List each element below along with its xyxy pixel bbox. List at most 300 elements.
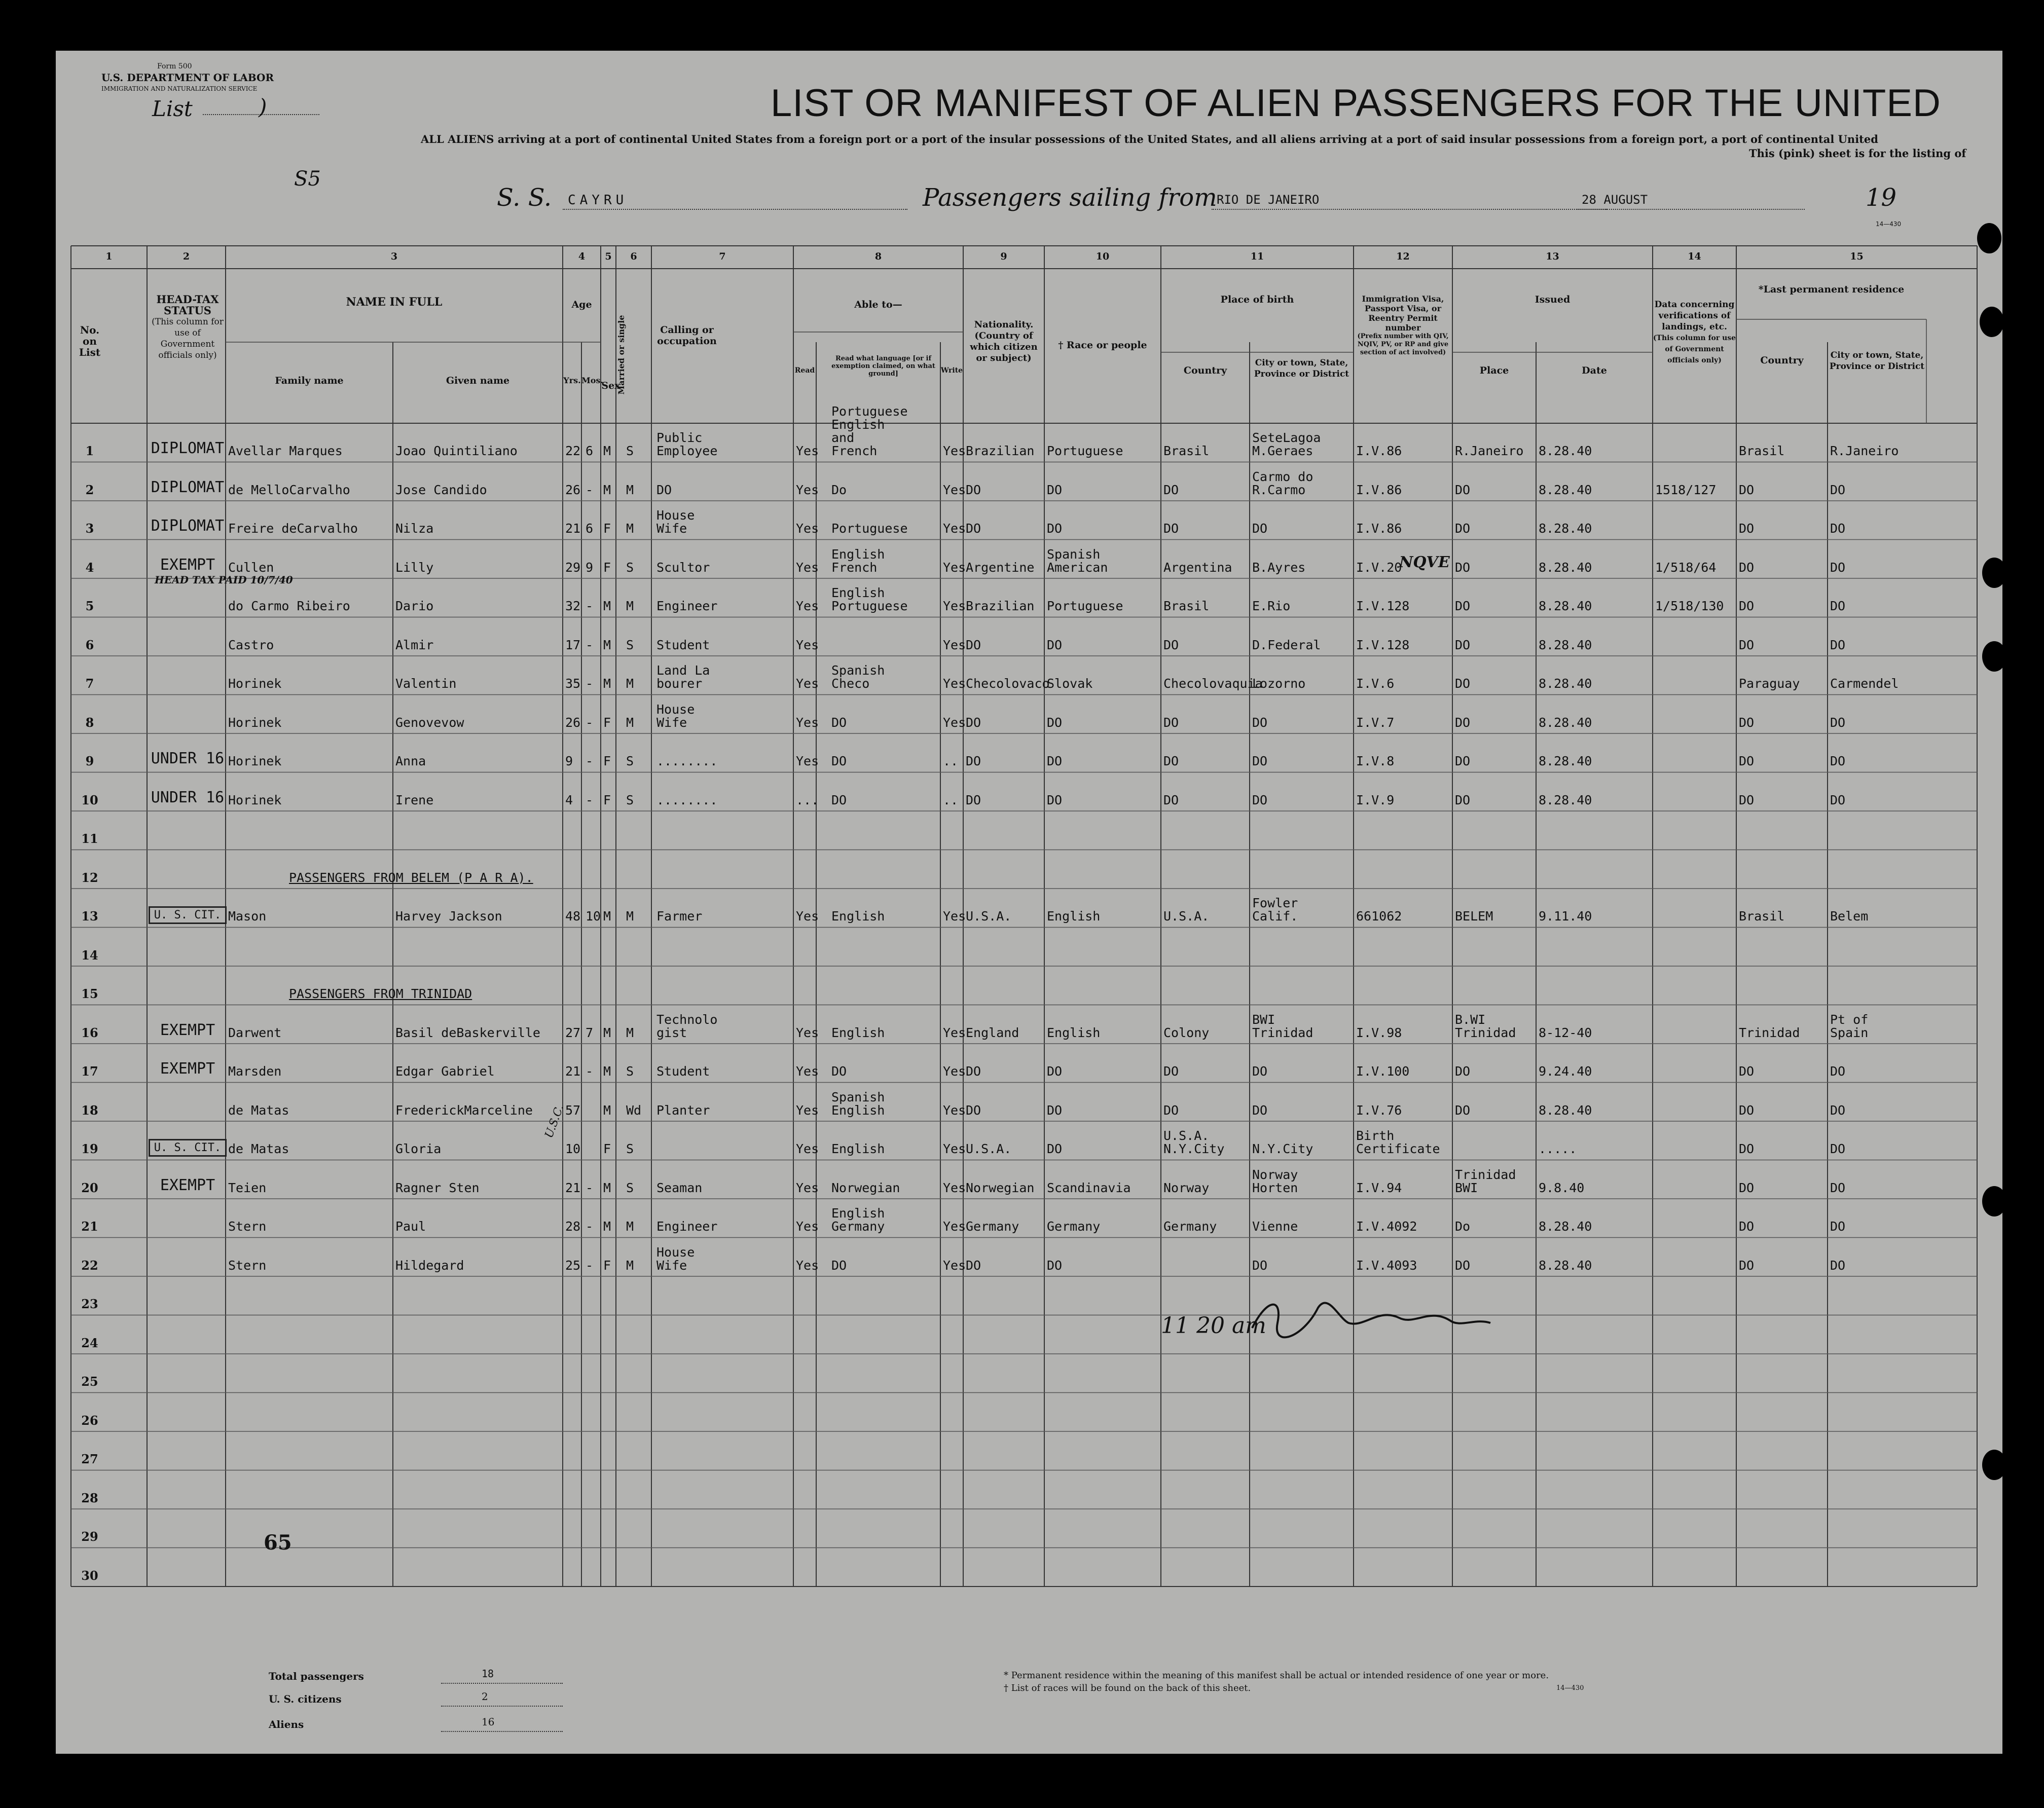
header-yrs: Yrs. (563, 376, 581, 385)
can-read: Yes (796, 1180, 819, 1195)
can-write: .. (943, 792, 959, 807)
row-number: 18 (81, 1102, 98, 1118)
ss-label: S. S. (497, 183, 552, 212)
table-row (56, 617, 1977, 652)
header-headtax-note: (This column for use of Government officials only) (152, 317, 224, 360)
header-data-concerning (1653, 299, 1736, 366)
birth-country: Checolovaquia (1163, 676, 1263, 691)
sex: F (603, 754, 611, 768)
header-read: Read (794, 366, 815, 375)
form-code-top: 14—430 (1876, 220, 1902, 228)
read-language: Do (831, 482, 847, 497)
column-number: 12 (1396, 251, 1410, 262)
family-name: do Carmo Ribeiro (228, 599, 350, 613)
total-line (441, 1683, 563, 1684)
calling: Student (656, 637, 710, 652)
can-read: Yes (796, 754, 819, 768)
binder-hole-4 (1982, 641, 2006, 672)
birth-country: Argentina (1163, 560, 1232, 575)
footnote-residence: * Permanent residence within the meaning of this manifest shall be actual or intended residence of one year or more. (1004, 1670, 1549, 1681)
age-months: - (586, 599, 594, 613)
visa-number: I.V.98 (1356, 1025, 1402, 1040)
can-read: Yes (796, 1219, 819, 1234)
birth-city: DO (1252, 1258, 1268, 1273)
read-language: Portuguese English and French (831, 404, 908, 458)
race: DO (1047, 715, 1063, 730)
sex: M (603, 1064, 611, 1079)
header-place: Place (1479, 365, 1509, 376)
race: DO (1047, 637, 1063, 652)
age-years: 17 (565, 637, 581, 652)
header-read-lang: Read what language [or if exemption claimed, on what ground] (831, 355, 935, 378)
residence-country: Brasil (1739, 909, 1785, 924)
residence-country: DO (1739, 482, 1755, 497)
birth-city: DO (1252, 792, 1268, 807)
header-given-name: Given name (446, 375, 510, 386)
table-row (56, 1393, 1977, 1427)
family-name: Stern (228, 1258, 267, 1273)
sex: M (603, 1025, 611, 1040)
age-months: - (586, 754, 594, 768)
can-write: Yes (943, 560, 966, 575)
age-years: 26 (565, 715, 581, 730)
family-name: Stern (228, 1219, 267, 1234)
age-years: 35 (565, 676, 581, 691)
birth-country: Colony (1163, 1025, 1210, 1040)
header-race: † Race or people (1058, 340, 1147, 351)
row-number: 9 (85, 754, 94, 768)
row-number: 12 (81, 870, 98, 885)
row-number: 1 (85, 444, 94, 458)
can-write: Yes (943, 1102, 966, 1118)
race: Portuguese (1047, 444, 1123, 458)
can-write: Yes (943, 482, 966, 497)
sailing-label: Passengers sailing from (923, 183, 1217, 212)
sex: M (603, 676, 611, 691)
header-res-city: City or town, State, Province or District (1829, 350, 1925, 372)
issued-date: 8.28.40 (1539, 560, 1592, 575)
row-number: 22 (81, 1258, 98, 1273)
birth-city: DO (1252, 715, 1268, 730)
table-row (56, 1470, 1977, 1505)
birth-city: DO (1252, 1064, 1268, 1079)
age-years: 27 (565, 1025, 581, 1040)
can-read: Yes (796, 521, 819, 536)
total-passengers-label: Total passengers (269, 1670, 364, 1682)
sex: F (603, 715, 611, 730)
marital-status: M (626, 676, 634, 691)
table-row (56, 1315, 1977, 1350)
calling: ........ (656, 792, 718, 807)
age-years: 28 (565, 1219, 581, 1234)
header-nationality: Nationality. (Country of which citizen or subject) (970, 319, 1038, 363)
calling: Seaman (656, 1180, 703, 1195)
race: DO (1047, 482, 1063, 497)
birth-country: U.S.A. N.Y.City (1163, 1128, 1225, 1156)
list-label: List (152, 96, 193, 121)
birth-country: DO (1163, 1102, 1179, 1118)
header-res-country: Country (1760, 355, 1804, 366)
header-sex: Sex (601, 380, 620, 391)
given-name: Joao Quintiliano (395, 444, 518, 458)
table-row (56, 1005, 1977, 1040)
issued-place: DO (1455, 637, 1471, 652)
can-write: Yes (943, 1141, 966, 1156)
binder-hole-2 (1980, 307, 2004, 337)
marital-status: M (626, 1219, 634, 1234)
issued-date: 8.28.40 (1539, 1102, 1592, 1118)
column-number: 6 (630, 251, 637, 262)
verification-data: 1/518/130 (1655, 599, 1724, 613)
birth-city: Vienne (1252, 1219, 1298, 1234)
residence-country: DO (1739, 637, 1755, 652)
header-married: Married or single (616, 315, 626, 395)
column-number: 8 (874, 251, 882, 262)
issued-date: 8.28.40 (1539, 482, 1592, 497)
sex: M (603, 444, 611, 458)
row-number: 14 (81, 947, 98, 963)
table-row (56, 1431, 1977, 1466)
nationality: Checolovaco (966, 676, 1050, 691)
table-row (56, 1199, 1977, 1233)
given-name: Anna (395, 754, 426, 768)
table-row (56, 656, 1977, 690)
nationality: DO (966, 792, 981, 807)
residence-city: Carmendel (1830, 676, 1899, 691)
column-number: 9 (1000, 251, 1007, 262)
aliens-value: 16 (482, 1716, 495, 1728)
column-number: 11 (1250, 251, 1264, 262)
calling: Engineer (656, 1219, 718, 1234)
manifest-subtitle-1: ALL ALIENS arriving at a port of continental United States from a foreign port or a port of the insular possessions of the United States, and all aliens arriving at a port of said insular possessions from a foreign port, a port of continental United (421, 133, 1878, 145)
visa-number: I.V.86 (1356, 521, 1402, 536)
footnote-code: 14—430 (1556, 1684, 1584, 1692)
residence-city: DO (1830, 599, 1846, 613)
can-write: Yes (943, 715, 966, 730)
row-number: 21 (81, 1219, 98, 1234)
row-number: 13 (81, 909, 98, 924)
age-months: - (586, 792, 594, 807)
residence-city: DO (1830, 754, 1846, 768)
column-number: 14 (1688, 251, 1701, 262)
table-row (56, 501, 1977, 535)
race: DO (1047, 521, 1063, 536)
row-number: 16 (81, 1025, 98, 1040)
headtax-status: DIPLOMAT (151, 439, 225, 457)
headtax-status: DIPLOMAT (151, 517, 225, 535)
birth-country: U.S.A. (1163, 909, 1210, 924)
residence-city: DO (1830, 1141, 1846, 1156)
can-read: Yes (796, 676, 819, 691)
can-write: Yes (943, 1064, 966, 1079)
calling: Public Employee (656, 430, 718, 458)
column-number: 13 (1546, 251, 1559, 262)
can-read: Yes (796, 1258, 819, 1273)
table-row (56, 850, 1977, 884)
can-read: Yes (796, 715, 819, 730)
row-number: 20 (81, 1180, 98, 1195)
visa-number: I.V.6 (1356, 676, 1395, 691)
visa-number: I.V.100 (1356, 1064, 1410, 1079)
headtax-paid-note: HEAD TAX PAID 10/7/40 (155, 574, 293, 586)
can-read: Yes (796, 1064, 819, 1079)
given-name: Irene (395, 792, 434, 807)
can-read: Yes (796, 1141, 819, 1156)
issued-date: 8.28.40 (1539, 1219, 1592, 1234)
family-name: Teien (228, 1180, 267, 1195)
aliens-line (441, 1731, 563, 1732)
calling: Engineer (656, 599, 718, 613)
residence-country: Trinidad (1739, 1025, 1800, 1040)
table-row (56, 811, 1977, 845)
header-city: City or town, State, Province or District (1254, 358, 1349, 379)
can-read: Yes (796, 599, 819, 613)
age-months: 6 (586, 521, 594, 536)
table-row (56, 1509, 1977, 1543)
row-number: 28 (81, 1490, 98, 1505)
birth-city: Lozorno (1252, 676, 1306, 691)
can-write: Yes (943, 637, 966, 652)
marital-status: M (626, 1258, 634, 1273)
issued-date: 8.28.40 (1539, 1258, 1592, 1273)
residence-city: DO (1830, 1180, 1846, 1195)
issued-place: DO (1455, 521, 1471, 536)
can-write: Yes (943, 1258, 966, 1273)
read-language: English (831, 909, 885, 924)
residence-country: DO (1739, 1102, 1755, 1118)
family-name: de Matas (228, 1102, 289, 1118)
issued-date: 8.28.40 (1539, 521, 1592, 536)
issued-date: ..... (1539, 1141, 1577, 1156)
age-months: - (586, 1064, 594, 1079)
given-name: Hildegard (395, 1258, 464, 1273)
issued-date: 8.28.40 (1539, 676, 1592, 691)
age-years: 29 (565, 560, 581, 575)
sex: F (603, 792, 611, 807)
header-visa-title: Immigration Visa, Passport Visa, or Reentry Permit number (1362, 294, 1444, 333)
issued-place: DO (1455, 792, 1471, 807)
issued-place: B.WI Trinidad (1455, 1012, 1516, 1040)
can-read: ... (796, 792, 819, 807)
table-row (56, 1238, 1977, 1272)
read-language: English French (831, 546, 885, 575)
issued-place: DO (1455, 715, 1471, 730)
nationality: England (966, 1025, 1019, 1040)
race: Spanish American (1047, 546, 1108, 575)
can-read: Yes (796, 560, 819, 575)
table-row (56, 695, 1977, 729)
residence-country: DO (1739, 1258, 1755, 1273)
visa-number: I.V.86 (1356, 482, 1402, 497)
binder-hole-3 (1982, 558, 2006, 588)
can-read: Yes (796, 1025, 819, 1040)
race: Portuguese (1047, 599, 1123, 613)
header-visa-note: (Prefix number with QIV, NQIV, PV, or RP and give section of act involved) (1357, 333, 1449, 356)
issued-date: 8.28.40 (1539, 792, 1592, 807)
birth-city: D.Federal (1252, 637, 1321, 652)
row-number: 15 (81, 986, 98, 1001)
header-family-name: Family name (275, 375, 344, 386)
residence-city: R.Janeiro (1830, 444, 1899, 458)
read-language: DO (831, 792, 847, 807)
nationality: U.S.A. (966, 1141, 1012, 1156)
nqve-note: NQVE (1399, 554, 1450, 571)
residence-country: DO (1739, 521, 1755, 536)
birth-city: B.Ayres (1252, 560, 1306, 575)
can-write: Yes (943, 1219, 966, 1234)
calling: ........ (656, 754, 718, 768)
table-row (56, 540, 1977, 574)
residence-country: DO (1739, 560, 1755, 575)
port-name: RIO DE JANEIRO (1217, 193, 1320, 207)
marital-status: S (626, 560, 634, 575)
race: Germany (1047, 1219, 1101, 1234)
nationality: Germany (966, 1219, 1019, 1234)
issued-place: Trinidad BWI (1455, 1167, 1516, 1195)
read-language: Norwegian (831, 1180, 900, 1195)
header-visa (1354, 294, 1452, 357)
read-language: Spanish English (831, 1089, 885, 1118)
age-months: 10 (586, 909, 601, 924)
given-name: Lilly (395, 560, 434, 575)
row-number: 7 (85, 676, 94, 691)
visa-number: I.V.86 (1356, 444, 1402, 458)
family-name: Castro (228, 637, 274, 652)
department-label: U.S. DEPARTMENT OF LABOR (101, 71, 274, 84)
page-count: 65 (264, 1531, 292, 1555)
residence-city: DO (1830, 637, 1846, 652)
residence-country: DO (1739, 754, 1755, 768)
race: English (1047, 909, 1101, 924)
race: DO (1047, 754, 1063, 768)
sex: F (603, 1258, 611, 1273)
birth-country: DO (1163, 521, 1179, 536)
residence-country: Brasil (1739, 444, 1785, 458)
age-months: - (586, 637, 594, 652)
headtax-status: U. S. CIT. (147, 1137, 228, 1155)
age-years: 9 (565, 754, 573, 768)
sex: F (603, 560, 611, 575)
family-name: Marsden (228, 1064, 282, 1079)
read-language: DO (831, 1258, 847, 1273)
issued-date: 8.28.40 (1539, 599, 1592, 613)
calling: Planter (656, 1102, 710, 1118)
residence-city: DO (1830, 1219, 1846, 1234)
stamp-mark: S5 (294, 167, 321, 191)
read-language: Spanish Checo (831, 663, 885, 691)
residence-country: DO (1739, 1219, 1755, 1234)
nationality: DO (966, 1258, 981, 1273)
residence-city: DO (1830, 1064, 1846, 1079)
header-calling: Calling or occupation (657, 324, 717, 347)
row-number: 19 (81, 1141, 98, 1156)
residence-city: DO (1830, 521, 1846, 536)
footnote-races: † List of races will be found on the back of this sheet. (1004, 1683, 1251, 1693)
row-number: 24 (81, 1335, 98, 1350)
sex: M (603, 637, 611, 652)
header-country: Country (1183, 365, 1227, 376)
marital-status: S (626, 1141, 634, 1156)
sex: F (603, 521, 611, 536)
family-name: Freire deCarvalho (228, 521, 358, 536)
header-headtax (147, 294, 228, 361)
residence-city: Belem (1830, 909, 1869, 924)
issued-date: 8.28.40 (1539, 444, 1592, 458)
nationality: DO (966, 521, 981, 536)
issued-place: DO (1455, 560, 1471, 575)
birth-country: DO (1163, 482, 1179, 497)
family-name: Horinek (228, 676, 282, 691)
sex: M (603, 1102, 611, 1118)
table-row (56, 578, 1977, 613)
age-years: 21 (565, 1064, 581, 1079)
binder-hole-6 (1982, 1450, 2006, 1480)
visa-number: I.V.76 (1356, 1102, 1402, 1118)
header-issued: Issued (1535, 294, 1571, 305)
visa-number: I.V.8 (1356, 754, 1395, 768)
birth-country: Norway (1163, 1180, 1210, 1195)
table-row (56, 928, 1977, 962)
residence-country: DO (1739, 599, 1755, 613)
table-row (56, 1044, 1977, 1078)
calling: DO (656, 482, 672, 497)
column-number: 1 (105, 251, 113, 262)
issued-date: 9.24.40 (1539, 1064, 1592, 1079)
headtax-status: EXEMPT (160, 1060, 215, 1078)
time-note: 11 20 am (1161, 1313, 1266, 1339)
residence-country: DO (1739, 1180, 1755, 1195)
gloria-note: U.S.C. (542, 1103, 567, 1140)
age-months: - (586, 1258, 594, 1273)
marital-status: Wd (626, 1102, 642, 1118)
given-name: Nilza (395, 521, 434, 536)
marital-status: S (626, 1180, 634, 1195)
headtax-status: EXEMPT (160, 556, 215, 574)
read-language: English (831, 1025, 885, 1040)
issued-place: DO (1455, 482, 1471, 497)
manifest-title: LIST OR MANIFEST OF ALIEN PASSENGERS FOR THE UNITED (771, 82, 1941, 125)
birth-city: DO (1252, 1102, 1268, 1118)
headtax-status: EXEMPT (160, 1176, 215, 1194)
birth-country: DO (1163, 637, 1179, 652)
marital-status: M (626, 909, 634, 924)
row-number: 27 (81, 1452, 98, 1466)
birth-country: Brasil (1163, 599, 1210, 613)
family-name: Darwent (228, 1025, 282, 1040)
table-row (56, 966, 1977, 1001)
nationality: DO (966, 1102, 981, 1118)
given-name: Dario (395, 599, 434, 613)
visa-number: I.V.20 (1356, 560, 1402, 575)
sailing-date: 28 AUGUST (1582, 193, 1648, 207)
can-write: Yes (943, 909, 966, 924)
row-number: 2 (85, 482, 94, 497)
age-years: 48 (565, 909, 581, 924)
age-months: 6 (586, 444, 594, 458)
race: DO (1047, 1102, 1063, 1118)
visa-number: I.V.4093 (1356, 1258, 1417, 1273)
race: English (1047, 1025, 1101, 1040)
age-years: 21 (565, 1180, 581, 1195)
row-number: 26 (81, 1413, 98, 1428)
nationality: DO (966, 754, 981, 768)
birth-city: E.Rio (1252, 599, 1291, 613)
birth-country: Brasil (1163, 444, 1210, 458)
given-name: Gloria (395, 1141, 442, 1156)
read-language: DO (831, 1064, 847, 1079)
can-read: Yes (796, 637, 819, 652)
birth-country: DO (1163, 754, 1179, 768)
